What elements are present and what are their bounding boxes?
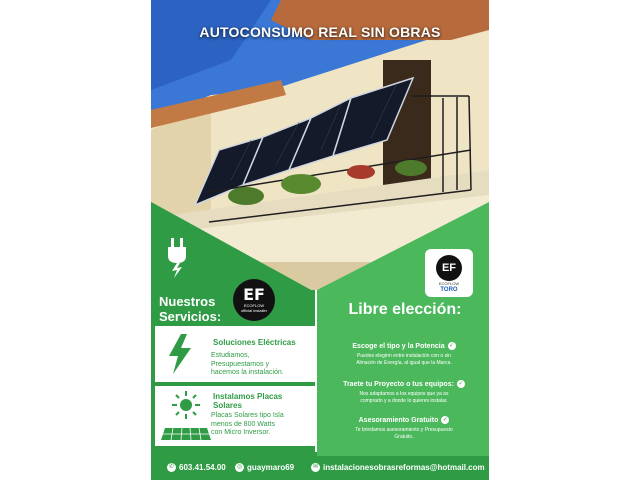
check-icon: ✓ (442, 417, 448, 424)
phone-icon: ✆ (168, 464, 175, 471)
headline: AUTOCONSUMO REAL SIN OBRAS (199, 24, 441, 40)
flyer (151, 0, 489, 480)
option-item: Escoge el tipo y la Potencia ✓ Puedes elegirm entre instalación con o sin Almacén de Energía, al igual que la Marca. (352, 343, 455, 366)
service-card-solar (155, 386, 315, 446)
service-title: Instalamos Placas Solares (213, 392, 283, 410)
ecoflow-installer-logo: EF ECOFLOW official installer (233, 279, 275, 321)
instagram-contact[interactable]: ◎ guaymaro69 (236, 463, 295, 472)
phone-contact[interactable]: ✆ 603.41.54.00 (168, 463, 226, 472)
email-icon: ✉ (312, 464, 319, 471)
lightning-bolt-icon (167, 334, 193, 374)
libre-eleccion-heading: Libre elección: (348, 301, 462, 318)
service-card-electric (155, 326, 315, 382)
check-icon: ✓ (449, 343, 455, 350)
email-contact[interactable]: ✉ instalacionesobrasreformas@hotmail.com (312, 463, 485, 472)
services-heading: Nuestros Servicios: (159, 294, 222, 324)
solar-panel-icon (161, 426, 211, 442)
option-item: Traete tu Proyecto o tus equipos: ✓ Nos adaptamos a los equipos que ya as comprado y a donde lo quieres instalar. (343, 381, 464, 404)
service-text: Estudiamos, Presupuestamos y hacemos la instalación. (211, 352, 284, 376)
plug-icon (166, 238, 188, 278)
service-text: Placas Solares tipo Isla menos de 800 Watts con Micro Inversor. (211, 412, 284, 436)
check-icon: ✓ (458, 381, 464, 388)
service-title: Soluciones Eléctricas (213, 338, 296, 347)
instagram-icon: ◎ (236, 464, 243, 471)
option-item: Asesoramiento Gratuito ✓ Te brindamos asesoramiento y Presupuesto Gratuito. (355, 417, 453, 440)
sun-icon (171, 390, 201, 420)
ecoflow-toro-logo: EF ECOFLOW TORO (425, 249, 473, 297)
contact-footer (151, 456, 489, 480)
